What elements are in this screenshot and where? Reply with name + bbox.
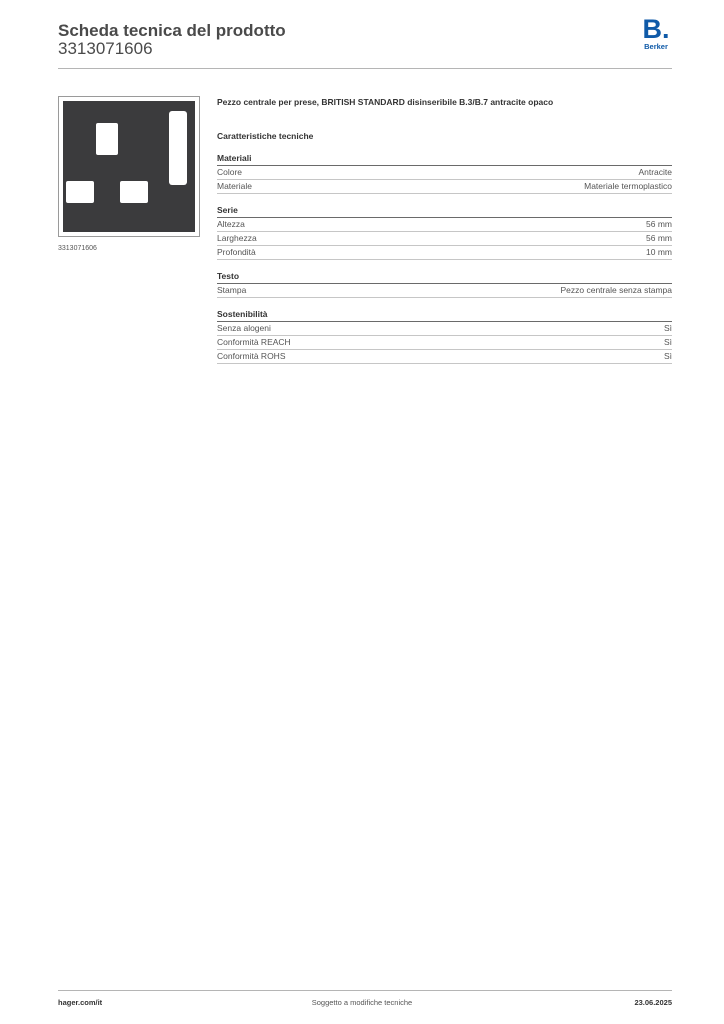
spec-label: Larghezza (217, 233, 257, 243)
spec-row (217, 322, 672, 336)
socket-plate-image (63, 101, 195, 232)
product-code: 3313071606 (58, 39, 153, 58)
earth-pin-slot (96, 123, 118, 155)
logo-mark: B. (642, 14, 670, 44)
spec-content (217, 96, 672, 364)
spec-group-sostenibilita (217, 308, 672, 364)
spec-value: Sì (663, 337, 672, 347)
spec-value: 56 mm (646, 233, 672, 243)
product-image (58, 96, 200, 237)
spec-row (217, 180, 672, 194)
spec-row (217, 336, 672, 350)
spec-value: Sì (663, 351, 672, 361)
footer-divider (58, 990, 672, 991)
spec-group-testo (217, 270, 672, 298)
spec-label: Altezza (217, 219, 245, 229)
spec-group-title: Materiali (217, 152, 672, 166)
spec-value: Antracite (638, 167, 672, 177)
spec-label: Materiale (217, 181, 252, 191)
spec-group-title: Testo (217, 270, 672, 284)
spec-value: Sì (663, 323, 672, 333)
spec-value: 56 mm (646, 219, 672, 229)
live-pin-slot (66, 181, 94, 203)
spec-group-serie (217, 204, 672, 260)
spec-row (217, 218, 672, 232)
footer-website-link[interactable]: hager.com/it (58, 998, 103, 1007)
header-divider (58, 68, 672, 69)
spec-group-title: Sostenibilità (217, 308, 672, 322)
neutral-pin-slot (120, 181, 148, 203)
spec-label: Conformità ROHS (217, 351, 286, 361)
spec-group-title: Serie (217, 204, 672, 218)
spec-label: Colore (217, 167, 243, 177)
image-caption: 3313071606 (58, 245, 97, 252)
page-title: Scheda tecnica del prodotto (58, 21, 286, 40)
spec-label: Senza alogeni (217, 323, 271, 333)
spec-value: Materiale termoplastico (584, 181, 672, 191)
footer-notice: Soggetto a modifiche tecniche (311, 998, 413, 1007)
spec-label: Profondità (217, 247, 256, 257)
footer-date: 23.06.2025 (634, 998, 672, 1007)
spec-group-materiali (217, 152, 672, 194)
spec-row (217, 284, 672, 298)
spec-value: Pezzo centrale senza stampa (560, 285, 672, 295)
spec-row (217, 350, 672, 364)
spec-row (217, 166, 672, 180)
spec-label: Conformità REACH (217, 337, 291, 347)
switch-slot (169, 111, 187, 185)
logo-text: Berker (644, 42, 668, 51)
spec-label: Stampa (217, 285, 247, 295)
product-description: Pezzo centrale per prese, BRITISH STANDARD disinseribile B.3/B.7 antracite opaco (217, 97, 554, 107)
spec-heading: Caratteristiche tecniche (217, 131, 314, 141)
berker-logo (640, 16, 672, 54)
spec-row (217, 246, 672, 260)
spec-value: 10 mm (646, 247, 672, 257)
spec-row (217, 232, 672, 246)
